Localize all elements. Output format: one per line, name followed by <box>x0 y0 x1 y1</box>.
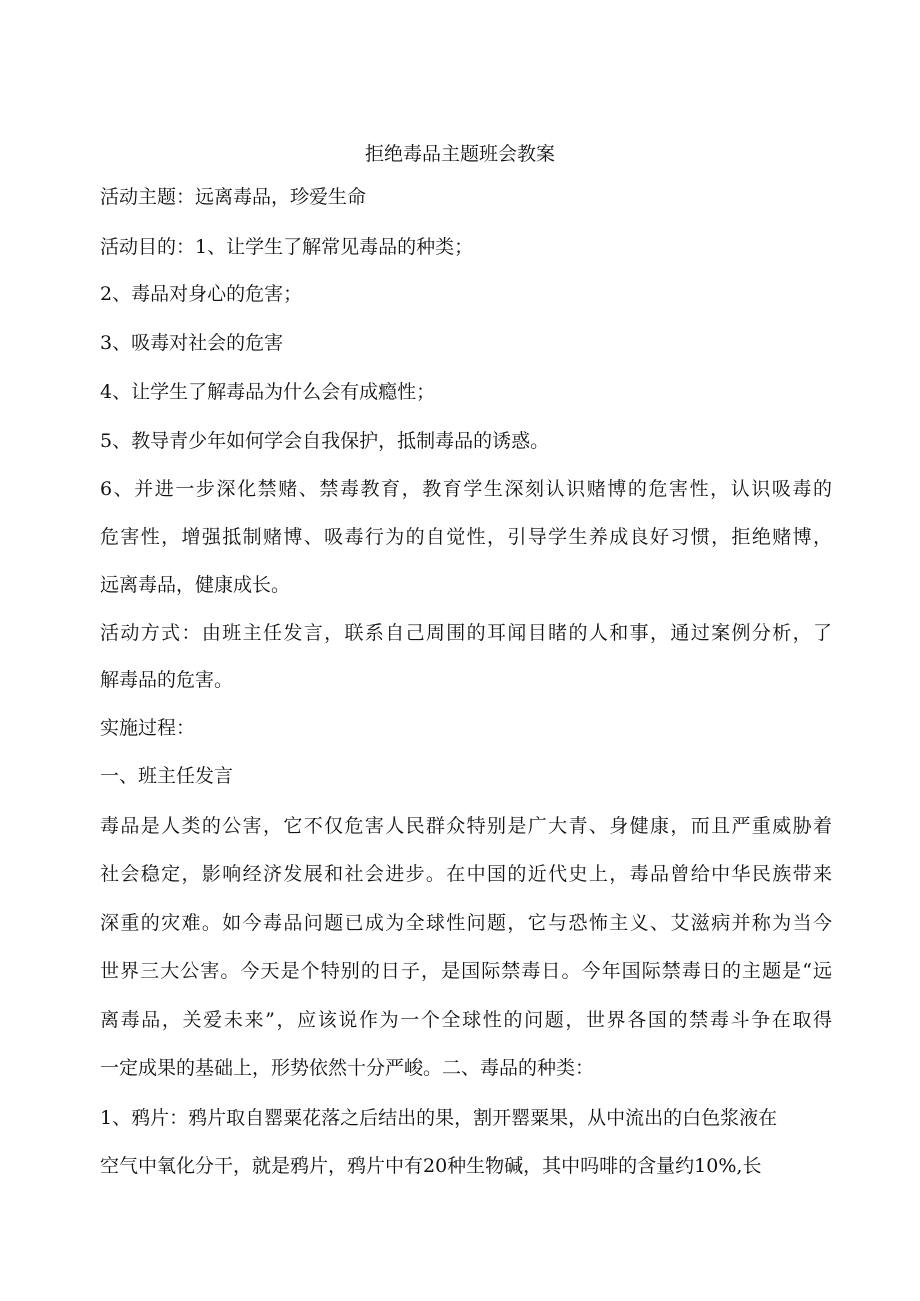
goal-item-4: 4、让学生了解毒品为什么会有成瘾性； <box>100 381 436 403</box>
section-1-heading: 一、班主任发言 <box>100 765 234 787</box>
paragraph-line-1: 毒品是人类的公害，它不仅危害人民群众特别是广大青、身健康，而且严重威胁着 <box>100 815 832 837</box>
paragraph-line-4: 世界三大公害。今天是个特别的日子，是国际禁毒日。今年国际禁毒日的主题是“远 <box>100 960 832 982</box>
goal-item-6-line-2: 危害性，增强抵制赌博、吸毒行为的自觉性，引导学生养成良好习惯，拒绝赌博， <box>100 526 832 548</box>
opium-line-1: 1、鸦片：鸦片取自罂粟花落之后结出的果，割开罂粟果，从中流出的白色浆液在 <box>100 1107 778 1129</box>
activity-method-line-2: 解毒品的危害。 <box>100 669 234 691</box>
activity-method-line-1: 活动方式：由班主任发言，联系自己周围的耳闻目睹的人和事，通过案例分析，了 <box>100 622 832 644</box>
goal-item-2: 2、毒品对身心的危害； <box>100 283 303 305</box>
activity-theme-line: 活动主题：远离毒品，珍爱生命 <box>100 186 367 208</box>
opium-line-2: 空气中氧化分干，就是鸦片，鸦片中有20种生物碱，其中吗啡的含量约10%,长 <box>100 1155 762 1177</box>
paragraph-line-3: 深重的灾难。如今毒品问题已成为全球性问题，它与恐怖主义、艾滋病并称为当今 <box>100 912 832 934</box>
goal-item-5: 5、教导青少年如何学会自我保护，抵制毒品的诱惑。 <box>100 430 550 452</box>
goal-item-6-line-1: 6、并进一步深化禁赌、禁毒教育，教育学生深刻认识赌博的危害性，认识吸毒的 <box>100 478 832 500</box>
paragraph-line-5: 离毒品，关爱未来”，应该说作为一个全球性的问题，世界各国的禁毒斗争在取得 <box>100 1009 832 1031</box>
paragraph-line-2: 社会稳定，影响经济发展和社会进步。在中国的近代史上，毒品曾给中华民族带来 <box>100 863 832 885</box>
goal-item-6-line-3: 远离毒品，健康成长。 <box>100 574 291 596</box>
process-heading: 实施过程： <box>100 717 196 739</box>
document-title: 拒绝毒品主题班会教案 <box>364 143 555 165</box>
goal-item-3: 3、吸毒对社会的危害 <box>100 332 284 354</box>
activity-goal-line: 活动目的：1、让学生了解常见毒品的种类； <box>100 236 474 258</box>
paragraph-line-6: 一定成果的基础上，形势依然十分严峻。二、毒品的种类： <box>100 1057 595 1079</box>
